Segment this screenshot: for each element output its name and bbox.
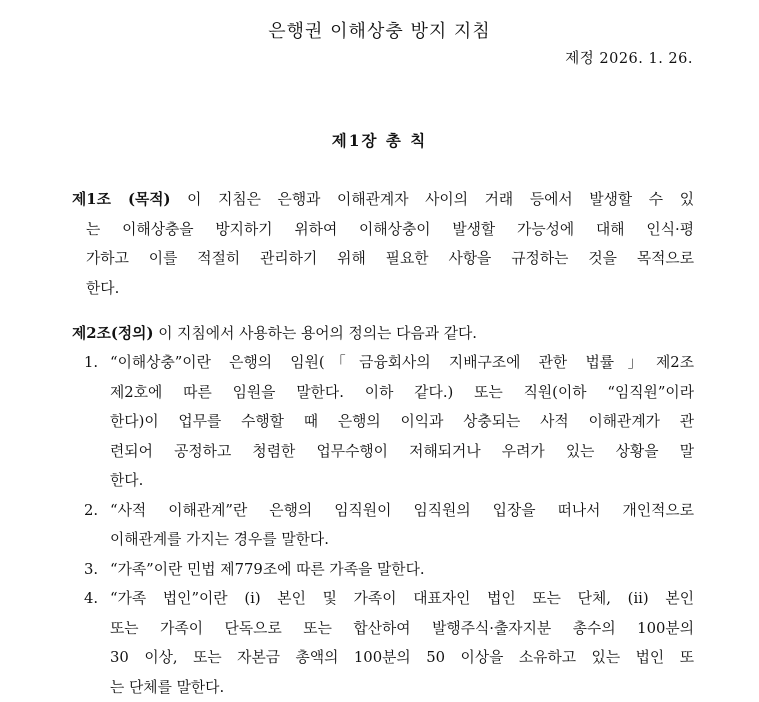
document-title: 은행권 이해상충 방지 지침 [0,17,759,43]
article-2-head: 제2조(정의) [72,325,153,342]
item-number: 2. [84,496,98,526]
article-1-line: 가하고 이를 적절히 관리하기 위해 필요한 사항을 규정하는 것을 목적으로 [72,244,694,274]
enactment-date: 제정 2026. 1. 26. [565,47,693,68]
item-line: “가족 법인”이란 (i) 본인 및 가족이 대표자인 법인 또는 단체, (ii) 본인 [110,584,694,614]
chapter-heading: 제1장 총 칙 [0,129,759,151]
item-line: 이해관계를 가지는 경우를 말한다. [110,525,694,555]
item-number: 1. [84,348,98,378]
article-1-head: 제1조 (목적) [72,191,171,208]
item-line: 30 이상, 또는 자본금 총액의 100분의 50 이상을 소유하고 있는 법인 또 [110,643,694,673]
item-line: 제2호에 따른 임원을 말한다. 이하 같다.) 또는 직원(이하 “임직원”이라 [110,378,694,408]
item-line: 는 단체를 말한다. [110,673,694,702]
definition-list [72,348,694,702]
article-2-text: 이 지침에서 사용하는 용어의 정의는 다음과 같다. [153,325,477,342]
item-line: “사적 이해관계”란 은행의 임직원이 임직원의 입장을 떠나서 개인적으로 [110,496,694,526]
article-1-line: 는 이해상충을 방지하기 위하여 이해상충이 발생할 가능성에 대해 인식·평 [72,215,694,245]
item-number: 3. [84,555,98,585]
definition-item [72,584,694,702]
article-2 [72,319,694,349]
item-line: “가족”이란 민법 제779조에 따른 가족을 말한다. [110,555,694,585]
definition-item [72,496,694,555]
item-line: 련되어 공정하고 청렴한 업무수행이 저해되거나 우려가 있는 상황을 말 [110,437,694,467]
article-1 [72,185,694,303]
definition-item [72,555,694,585]
article-1-line: 한다. [72,274,694,304]
article-1-line [72,185,694,215]
item-line: 한다)이 업무를 수행할 때 은행의 이익과 상충되는 사적 이해관계가 관 [110,407,694,437]
article-2-line [72,319,694,349]
article-1-text: 이 지침은 은행과 이해관계자 사이의 거래 등에서 발생할 수 있 [171,191,694,208]
item-line: “이해상충”이란 은행의 임원(「금융회사의 지배구조에 관한 법률」제2조 [110,348,694,378]
item-line: 한다. [110,466,694,496]
item-number: 4. [84,584,98,614]
item-line: 또는 가족이 단독으로 또는 합산하여 발행주식·출자지분 총수의 100분의 [110,614,694,644]
definition-item [72,348,694,496]
